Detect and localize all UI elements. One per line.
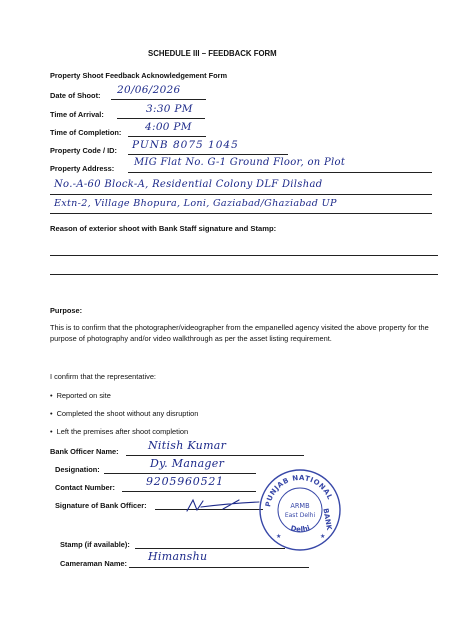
svg-text:Delhi [290,524,311,534]
stamp-star-icon: ★ [320,534,326,540]
property-address-line1: MIG Flat No. G-1 Ground Floor, on Plot [134,157,346,168]
date-of-shoot-label: Date of Shoot: [50,91,101,100]
stamp-star-icon: ★ [276,534,282,540]
stamp-inner-line2: East Delhi [284,512,316,519]
officer-name-value: Nitish Kumar [148,439,227,452]
confirm-text: I confirm that the representative: [50,372,156,381]
property-address-label: Property Address: [50,164,115,173]
cameraman-name-line [129,567,309,568]
officer-name-label: Bank Officer Name: [50,447,119,456]
contact-number-value: 9205960521 [146,475,224,488]
address-line-3 [50,213,432,214]
property-code-label: Property Code / ID: [50,146,117,155]
form-subtitle: Property Shoot Feedback Acknowledgement Form [50,71,228,80]
bullet-item: • Left the premises after shoot completion [50,427,188,436]
time-of-arrival-value: 3:30 PM [146,103,193,115]
contact-number-label: Contact Number: [55,483,115,492]
officer-name-line [126,455,304,456]
cameraman-name-value: Himanshu [148,550,208,563]
designation-label: Designation: [55,465,100,474]
time-of-arrival-label: Time of Arrival: [50,110,104,119]
time-of-completion-label: Time of Completion: [50,128,122,137]
stamp-label: Stamp (if available): [60,540,130,549]
officer-signature [183,497,263,515]
property-code-line [128,154,288,155]
time-of-completion-line [128,136,206,137]
designation-value: Dy. Manager [150,457,225,470]
address-line-1 [128,172,432,173]
time-of-completion-value: 4:00 PM [145,121,192,133]
date-of-shoot-line [111,99,206,100]
designation-line [104,473,256,474]
purpose-text: This is to confirm that the photographer/videographer from the empanelled agency visited the above property for the purpose of photography and/or video walkthrough as per the asset listing requirement. [50,323,429,344]
date-of-shoot-value: 20/06/2026 [117,84,181,96]
form-title: SCHEDULE III – FEEDBACK FORM [148,49,277,58]
bullet-item: • Completed the shoot without any disruption [50,409,198,418]
property-code-value: PUNB 8075 1045 [132,139,239,151]
purpose-label: Purpose: [50,306,83,315]
time-of-arrival-line [117,118,205,119]
bank-stamp [258,468,342,552]
reason-line-2 [50,274,438,275]
address-line-2 [50,194,432,195]
stamp-inner-line1: ARMB [290,502,310,510]
property-address-line2: No.-A-60 Block-A, Residential Colony DLF Dilshad [54,179,323,190]
bullet-item: • Reported on site [50,391,111,400]
stamp-line [135,548,285,549]
cameraman-name-label: Cameraman Name: [60,559,127,568]
contact-number-line [122,491,256,492]
reason-label: Reason of exterior shoot with Bank Staff signature and Stamp: [50,224,277,233]
signature-label: Signature of Bank Officer: [55,501,147,510]
stamp-outer-right: BANK [321,507,334,531]
property-address-line3: Extn-2, Village Bhopura, Loni, Gaziabad/Ghaziabad UP [54,198,337,209]
stamp-outer-bottom: Delhi [289,524,311,534]
reason-line-1 [50,255,438,256]
stamp-outer-top: PUNJAB NATIONAL [264,473,334,508]
